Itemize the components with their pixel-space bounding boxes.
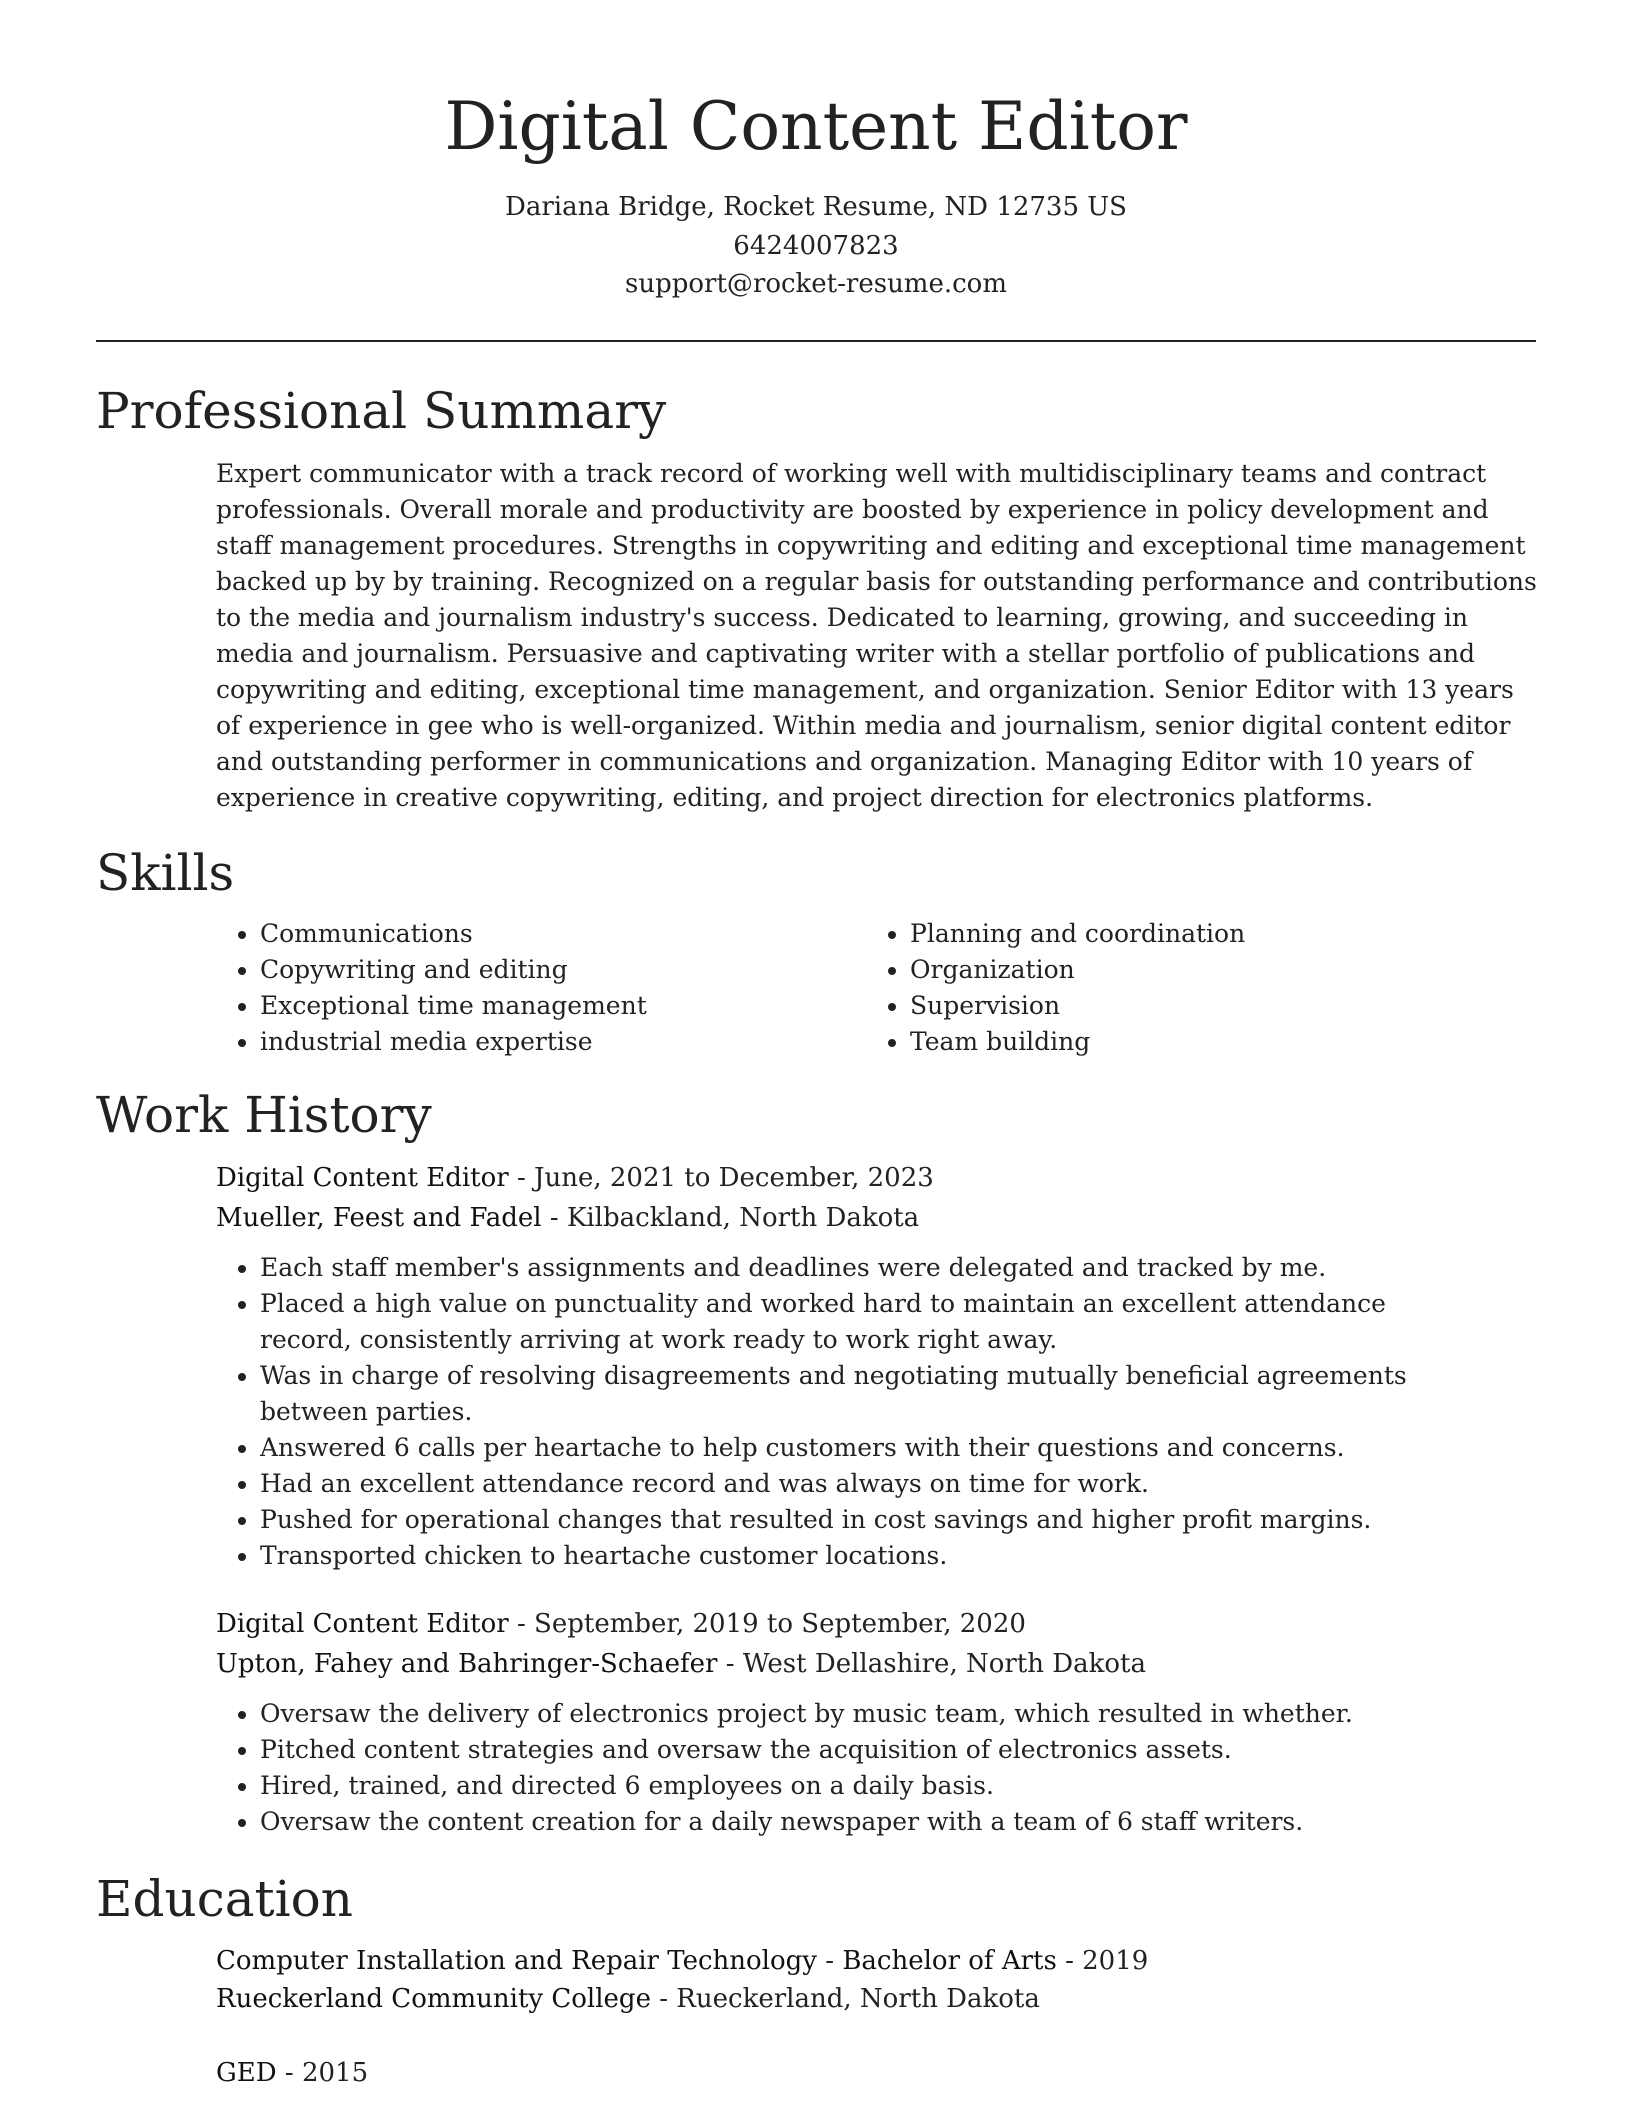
- skill-item: • Communications: [260, 916, 866, 952]
- job-location: Kilbackland, North Dakota: [566, 1202, 920, 1233]
- education-year: 2015: [301, 2057, 369, 2088]
- job-title-line: [216, 1158, 1536, 1198]
- contact-address: Dariana Bridge, Rocket Resume, ND 12735 US: [505, 192, 1127, 222]
- skill-item: • industrial media expertise: [260, 1024, 866, 1060]
- skills-column-right: [866, 916, 1516, 1060]
- job-duty: • Was in charge of resolving disagreements and negotiating mutually beneficial agreements between parties.: [260, 1358, 1460, 1430]
- separator: -: [650, 1983, 677, 2014]
- summary-text: Expert communicator with a track record of working well with multidisciplinary teams and contract professionals. Overall morale and productivity are boosted by experience in policy development and staff management procedures. Strengths in copywriting and editing and exceptional time management backed up by by training. Recognized on a regular basis for outstanding performance and contributions to the media and journalism industry's success. Dedicated to learning, growing, and succeeding in media and journalism. Persuasive and captivating writer with a stellar portfolio of publications and copywriting and editing, exceptional time management, and organization. Senior Editor with 13 years of experience in gee who is well-organized. Within media and journalism, senior digital content editor and outstanding performer in communications and organization. Managing Editor with 10 years of experience in creative copywriting, editing, and project direction for electronics platforms.: [216, 458, 1537, 812]
- job-duty: • Oversaw the content creation for a daily newspaper with a team of 6 staff writers.: [260, 1804, 1460, 1840]
- separator: -: [276, 2057, 302, 2088]
- skills-heading: Skills: [96, 843, 235, 902]
- summary-section: [96, 380, 1536, 816]
- education-school: Rueckerland Community College: [216, 1983, 651, 2014]
- skills-section: [96, 842, 1536, 1060]
- skills-grid: [216, 916, 1536, 1060]
- job-company-line: [216, 1644, 1536, 1684]
- summary-heading: Professional Summary: [96, 381, 667, 440]
- resume-header: [96, 0, 1536, 304]
- skill-item: • Team building: [910, 1024, 1516, 1060]
- skill-item: • Organization: [910, 952, 1516, 988]
- skill-item: • Planning and coordination: [910, 916, 1516, 952]
- education-heading: Education: [96, 1869, 353, 1928]
- resume-title: Digital Content Editor: [444, 88, 1188, 165]
- contact-phone: 6424007823: [733, 230, 899, 261]
- header-divider: [96, 340, 1536, 342]
- education-degree-line: [216, 1942, 1536, 1980]
- education-school-line: [216, 1980, 1536, 2018]
- skill-item: • Copywriting and editing: [260, 952, 866, 988]
- contact-block: [96, 188, 1536, 304]
- job-duty: • Pushed for operational changes that resulted in cost savings and higher profit margins.: [260, 1502, 1460, 1538]
- job-title-line: [216, 1604, 1536, 1644]
- separator: -: [508, 1608, 535, 1639]
- separator: -: [1056, 1945, 1083, 1976]
- education-degree: Bachelor of Arts: [842, 1945, 1057, 1976]
- skills-column-left: [216, 916, 866, 1060]
- job-position: Digital Content Editor: [216, 1608, 509, 1639]
- job-company-line: [216, 1198, 1536, 1238]
- job-duty: • Transported chicken to heartache customer locations.: [260, 1538, 1460, 1574]
- job-duty: • Answered 6 calls per heartache to help customers with their questions and concerns.: [260, 1430, 1460, 1466]
- job-entry: [216, 1604, 1536, 1840]
- work-history-section: [96, 1084, 1536, 1840]
- separator: -: [508, 1162, 535, 1193]
- job-duties: [216, 1696, 1460, 1840]
- separator: -: [816, 1945, 843, 1976]
- job-duty: • Placed a high value on punctuality and worked hard to maintain an excellent attendance record, consistently arriving at work ready to work right away.: [260, 1286, 1460, 1358]
- separator: -: [717, 1648, 743, 1679]
- education-entry: [216, 1942, 1536, 2018]
- education-field: Computer Installation and Repair Technology: [216, 1945, 817, 1976]
- skill-item: • Supervision: [910, 988, 1516, 1024]
- job-duty: • Each staff member's assignments and deadlines were delegated and tracked by me.: [260, 1250, 1460, 1286]
- work-history-heading: Work History: [96, 1085, 432, 1144]
- job-duty: • Oversaw the delivery of electronics project by music team, which resulted in whether.: [260, 1696, 1460, 1732]
- job-company: Upton, Fahey and Bahringer-Schaefer: [216, 1648, 718, 1679]
- job-company: Mueller, Feest and Fadel: [216, 1202, 542, 1233]
- job-duty: • Had an excellent attendance record and was always on time for work.: [260, 1466, 1460, 1502]
- resume-page: [96, 0, 1536, 2092]
- separator: -: [541, 1202, 567, 1233]
- job-duty: • Pitched content strategies and oversaw the acquisition of electronics assets.: [260, 1732, 1460, 1768]
- skill-item: • Exceptional time management: [260, 988, 866, 1024]
- job-dates: June, 2021 to December, 2023: [534, 1162, 934, 1193]
- job-duty: • Hired, trained, and directed 6 employees on a daily basis.: [260, 1768, 1460, 1804]
- contact-email: support@rocket-resume.com: [624, 269, 1007, 299]
- education-section: [96, 1868, 1536, 2092]
- job-entry: [216, 1158, 1536, 1574]
- job-location: West Dellashire, North Dakota: [742, 1648, 1146, 1679]
- education-degree-line: [216, 2054, 1536, 2092]
- job-dates: September, 2019 to September, 2020: [534, 1608, 1026, 1639]
- education-degree: GED: [216, 2057, 277, 2088]
- education-location: Rueckerland, North Dakota: [676, 1983, 1040, 2014]
- job-duties: [216, 1250, 1460, 1574]
- education-year: 2019: [1082, 1945, 1149, 1976]
- education-entry: [216, 2054, 1536, 2092]
- job-position: Digital Content Editor: [216, 1162, 509, 1193]
